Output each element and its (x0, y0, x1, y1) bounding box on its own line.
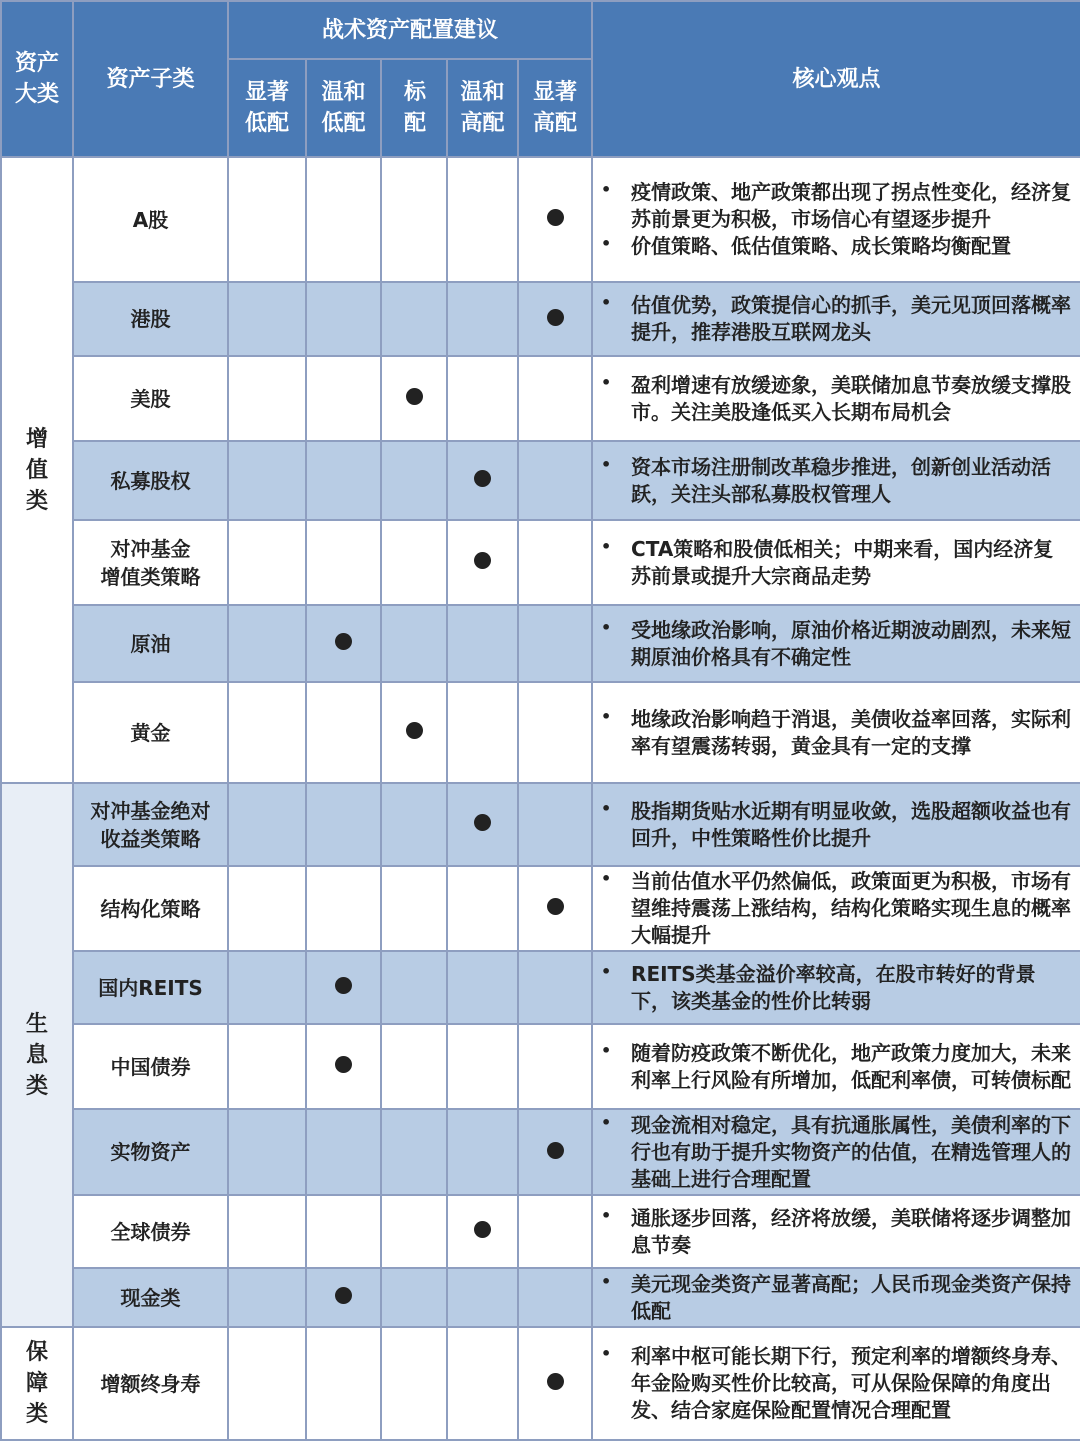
header-tactical: 战术资产配置建议 (228, 1, 592, 59)
view-item: • 现金流相对稳定，具有抗通胀属性，美债利率的下行也有助于提升实物资产的估值，在精选管理人的基础上进行合理配置 (593, 1112, 1072, 1193)
level-cell-0 (228, 783, 306, 866)
allocation-dot (406, 722, 423, 739)
level-cell-3 (447, 282, 518, 356)
view-cell (592, 441, 1080, 520)
level-cell-4 (518, 1327, 592, 1440)
view-list (593, 292, 1072, 346)
view-item: • 价值策略、低估值策略、成长策略均衡配置 (593, 233, 1072, 260)
level-cell-2 (381, 1109, 447, 1195)
level-cell-4 (518, 682, 592, 783)
view-list (593, 961, 1072, 1015)
view-list (593, 179, 1072, 260)
level-cell-0 (228, 951, 306, 1024)
level-cell-4 (518, 356, 592, 441)
asset-cell (73, 441, 228, 520)
view-item: • REITS类基金溢价率较高，在股市转好的背景下，该类基金的性价比转弱 (593, 961, 1072, 1015)
level-cell-0 (228, 356, 306, 441)
allocation-dot (547, 209, 564, 226)
asset-label: 国内REITS (98, 975, 203, 1000)
asset-label: 原油 (130, 631, 171, 656)
allocation-dot (547, 1373, 564, 1390)
level-cell-0 (228, 866, 306, 951)
level-cell-1 (306, 605, 381, 682)
table-row (1, 783, 1080, 866)
table-row (1, 866, 1080, 951)
level-cell-4 (518, 1268, 592, 1327)
level-cell-1 (306, 1195, 381, 1268)
level-cell-2 (381, 356, 447, 441)
level-cell-3 (447, 1024, 518, 1109)
view-cell (592, 1268, 1080, 1327)
view-cell (592, 951, 1080, 1024)
allocation-dot (335, 977, 352, 994)
view-cell (592, 866, 1080, 951)
level-cell-2 (381, 1195, 447, 1268)
level-cell-2 (381, 783, 447, 866)
view-cell (592, 605, 1080, 682)
level-cell-2 (381, 520, 447, 605)
level-cell-0 (228, 1268, 306, 1327)
level-cell-3 (447, 520, 518, 605)
level-cell-0 (228, 282, 306, 356)
view-cell (592, 1327, 1080, 1440)
level-cell-3 (447, 682, 518, 783)
allocation-dot (547, 1142, 564, 1159)
level-cell-2 (381, 1024, 447, 1109)
asset-cell (73, 282, 228, 356)
level-cell-2 (381, 1327, 447, 1440)
header-category: 资产大类 (1, 1, 73, 157)
view-list (593, 1205, 1072, 1259)
table-body (1, 157, 1080, 1440)
allocation-dot (406, 388, 423, 405)
view-item: • 通胀逐步回落，经济将放缓，美联储将逐步调整加息节奏 (593, 1205, 1072, 1259)
asset-cell (73, 356, 228, 441)
view-cell (592, 157, 1080, 282)
view-item: • 估值优势，政策提信心的抓手，美元见顶回落概率提升，推荐港股互联网龙头 (593, 292, 1072, 346)
level-cell-0 (228, 520, 306, 605)
level-cell-0 (228, 1109, 306, 1195)
level-cell-3 (447, 441, 518, 520)
level-cell-4 (518, 157, 592, 282)
asset-cell (73, 1024, 228, 1109)
level-cell-1 (306, 783, 381, 866)
asset-label: 中国债券 (110, 1054, 191, 1079)
allocation-dot (335, 633, 352, 650)
view-item: • 利率中枢可能长期下行，预定利率的增额终身寿、年金险购买性价比较高，可从保险保障的角度出发、结合家庭保险配置情况合理配置 (593, 1343, 1072, 1424)
allocation-dot (335, 1287, 352, 1304)
level-cell-2 (381, 605, 447, 682)
view-item: • 盈利增速有放缓迹象，美联储加息节奏放缓支撑股市。关注美股逢低买入长期布局机会 (593, 372, 1072, 426)
view-list (593, 1271, 1072, 1325)
level-cell-3 (447, 1195, 518, 1268)
table-row (1, 441, 1080, 520)
level-cell-3 (447, 1109, 518, 1195)
asset-label: 增额终身寿 (100, 1371, 201, 1396)
view-list (593, 617, 1072, 671)
level-cell-3 (447, 1327, 518, 1440)
level-cell-1 (306, 282, 381, 356)
table-row (1, 605, 1080, 682)
view-cell (592, 682, 1080, 783)
category-label: 保障类 (25, 1340, 48, 1427)
view-item: • CTA策略和股债低相关；中期来看，国内经济复苏前景或提升大宗商品走势 (593, 536, 1072, 590)
view-list (593, 372, 1072, 426)
asset-cell (73, 157, 228, 282)
table-row (1, 520, 1080, 605)
view-cell (592, 282, 1080, 356)
asset-cell (73, 1268, 228, 1327)
header-level-4: 显著高配 (518, 59, 592, 157)
view-cell (592, 783, 1080, 866)
level-cell-2 (381, 157, 447, 282)
level-cell-1 (306, 356, 381, 441)
level-cell-1 (306, 682, 381, 783)
view-list (593, 1040, 1072, 1094)
level-cell-3 (447, 605, 518, 682)
table-row (1, 1024, 1080, 1109)
asset-label: 结构化策略 (100, 896, 201, 921)
asset-cell (73, 783, 228, 866)
view-list (593, 454, 1072, 508)
view-item: • 疫情政策、地产政策都出现了拐点性变化，经济复苏前景更为积极，市场信心有望逐步提升 (593, 179, 1072, 233)
allocation-dot (547, 309, 564, 326)
table-row (1, 1327, 1080, 1440)
level-cell-1 (306, 157, 381, 282)
asset-cell (73, 1195, 228, 1268)
allocation-dot (474, 552, 491, 569)
header-level-3: 温和高配 (447, 59, 518, 157)
level-cell-3 (447, 866, 518, 951)
level-cell-2 (381, 682, 447, 783)
asset-cell (73, 520, 228, 605)
level-cell-4 (518, 1024, 592, 1109)
header-level-1: 温和低配 (306, 59, 381, 157)
view-cell (592, 356, 1080, 441)
asset-cell (73, 1109, 228, 1195)
level-cell-4 (518, 441, 592, 520)
level-cell-4 (518, 866, 592, 951)
level-cell-2 (381, 866, 447, 951)
level-cell-0 (228, 1195, 306, 1268)
allocation-dot (547, 898, 564, 915)
category-label: 生息类 (25, 1011, 48, 1099)
allocation-dot (335, 1056, 352, 1073)
level-cell-4 (518, 783, 592, 866)
table-row (1, 157, 1080, 282)
view-list (593, 706, 1072, 760)
level-cell-4 (518, 605, 592, 682)
view-item: • 随着防疫政策不断优化，地产政策力度加大，未来利率上行风险有所增加，低配利率债，可转债标配 (593, 1040, 1072, 1094)
category-label: 增值类 (25, 426, 48, 514)
level-cell-2 (381, 441, 447, 520)
view-item: • 当前估值水平仍然偏低，政策面更为积极，市场有望维持震荡上涨结构，结构化策略实现生息的概率大幅提升 (593, 868, 1072, 949)
view-item: • 股指期货贴水近期有明显收敛，选股超额收益也有回升，中性策略性价比提升 (593, 798, 1072, 852)
level-cell-1 (306, 1109, 381, 1195)
view-cell (592, 520, 1080, 605)
header-level-2: 标配 (381, 59, 447, 157)
level-cell-1 (306, 951, 381, 1024)
view-cell (592, 1195, 1080, 1268)
level-cell-4 (518, 1195, 592, 1268)
asset-label: 实物资产 (110, 1140, 191, 1164)
asset-label: 美股 (130, 386, 171, 411)
view-item: • 资本市场注册制改革稳步推进，创新创业活动活跃，关注头部私募股权管理人 (593, 454, 1072, 508)
table-row (1, 1195, 1080, 1268)
asset-label: 私募股权 (110, 468, 191, 493)
level-cell-1 (306, 441, 381, 520)
view-item: • 美元现金类资产显著高配；人民币现金类资产保持低配 (593, 1271, 1072, 1325)
level-cell-2 (381, 951, 447, 1024)
level-cell-4 (518, 520, 592, 605)
level-cell-0 (228, 1024, 306, 1109)
level-cell-3 (447, 951, 518, 1024)
view-item: • 地缘政治影响趋于消退，美债收益率回落，实际利率有望震荡转弱，黄金具有一定的支撑 (593, 706, 1072, 760)
view-list (593, 868, 1072, 949)
level-cell-1 (306, 866, 381, 951)
level-cell-2 (381, 282, 447, 356)
asset-label: A股 (132, 207, 169, 232)
table-row (1, 1268, 1080, 1327)
view-list (593, 536, 1072, 590)
view-list (593, 798, 1072, 852)
level-cell-1 (306, 520, 381, 605)
level-cell-0 (228, 1327, 306, 1440)
asset-cell (73, 951, 228, 1024)
table-row (1, 1109, 1080, 1195)
level-cell-4 (518, 951, 592, 1024)
level-cell-1 (306, 1268, 381, 1327)
asset-label: 港股 (130, 307, 171, 331)
level-cell-3 (447, 356, 518, 441)
header-level-0: 显著低配 (228, 59, 306, 157)
asset-label: 对冲基金 增值类策略 (100, 536, 201, 589)
asset-cell (73, 866, 228, 951)
level-cell-0 (228, 441, 306, 520)
allocation-dot (474, 1221, 491, 1238)
allocation-dot (474, 814, 491, 831)
level-cell-3 (447, 783, 518, 866)
asset-cell (73, 682, 228, 783)
category-cell (1, 783, 73, 1327)
table-row (1, 682, 1080, 783)
asset-cell (73, 1327, 228, 1440)
asset-label: 现金类 (120, 1285, 181, 1310)
asset-label: 对冲基金绝对 收益类策略 (90, 798, 211, 851)
level-cell-3 (447, 157, 518, 282)
asset-cell (73, 605, 228, 682)
view-cell (592, 1109, 1080, 1195)
category-cell (1, 1327, 73, 1440)
table-row (1, 951, 1080, 1024)
level-cell-2 (381, 1268, 447, 1327)
level-cell-0 (228, 157, 306, 282)
table-row (1, 282, 1080, 356)
level-cell-0 (228, 605, 306, 682)
view-list (593, 1343, 1072, 1424)
level-cell-0 (228, 682, 306, 783)
level-cell-1 (306, 1327, 381, 1440)
asset-label: 全球债券 (110, 1219, 191, 1244)
allocation-dot (474, 470, 491, 487)
table-row (1, 356, 1080, 441)
view-item: • 受地缘政治影响，原油价格近期波动剧烈，未来短期原油价格具有不确定性 (593, 617, 1072, 671)
level-cell-4 (518, 1109, 592, 1195)
header-view: 核心观点 (592, 1, 1080, 157)
category-cell (1, 157, 73, 783)
view-cell (592, 1024, 1080, 1109)
view-list (593, 1112, 1072, 1193)
level-cell-1 (306, 1024, 381, 1109)
header-subcategory: 资产子类 (73, 1, 228, 157)
asset-label: 黄金 (130, 720, 171, 745)
level-cell-3 (447, 1268, 518, 1327)
level-cell-4 (518, 282, 592, 356)
